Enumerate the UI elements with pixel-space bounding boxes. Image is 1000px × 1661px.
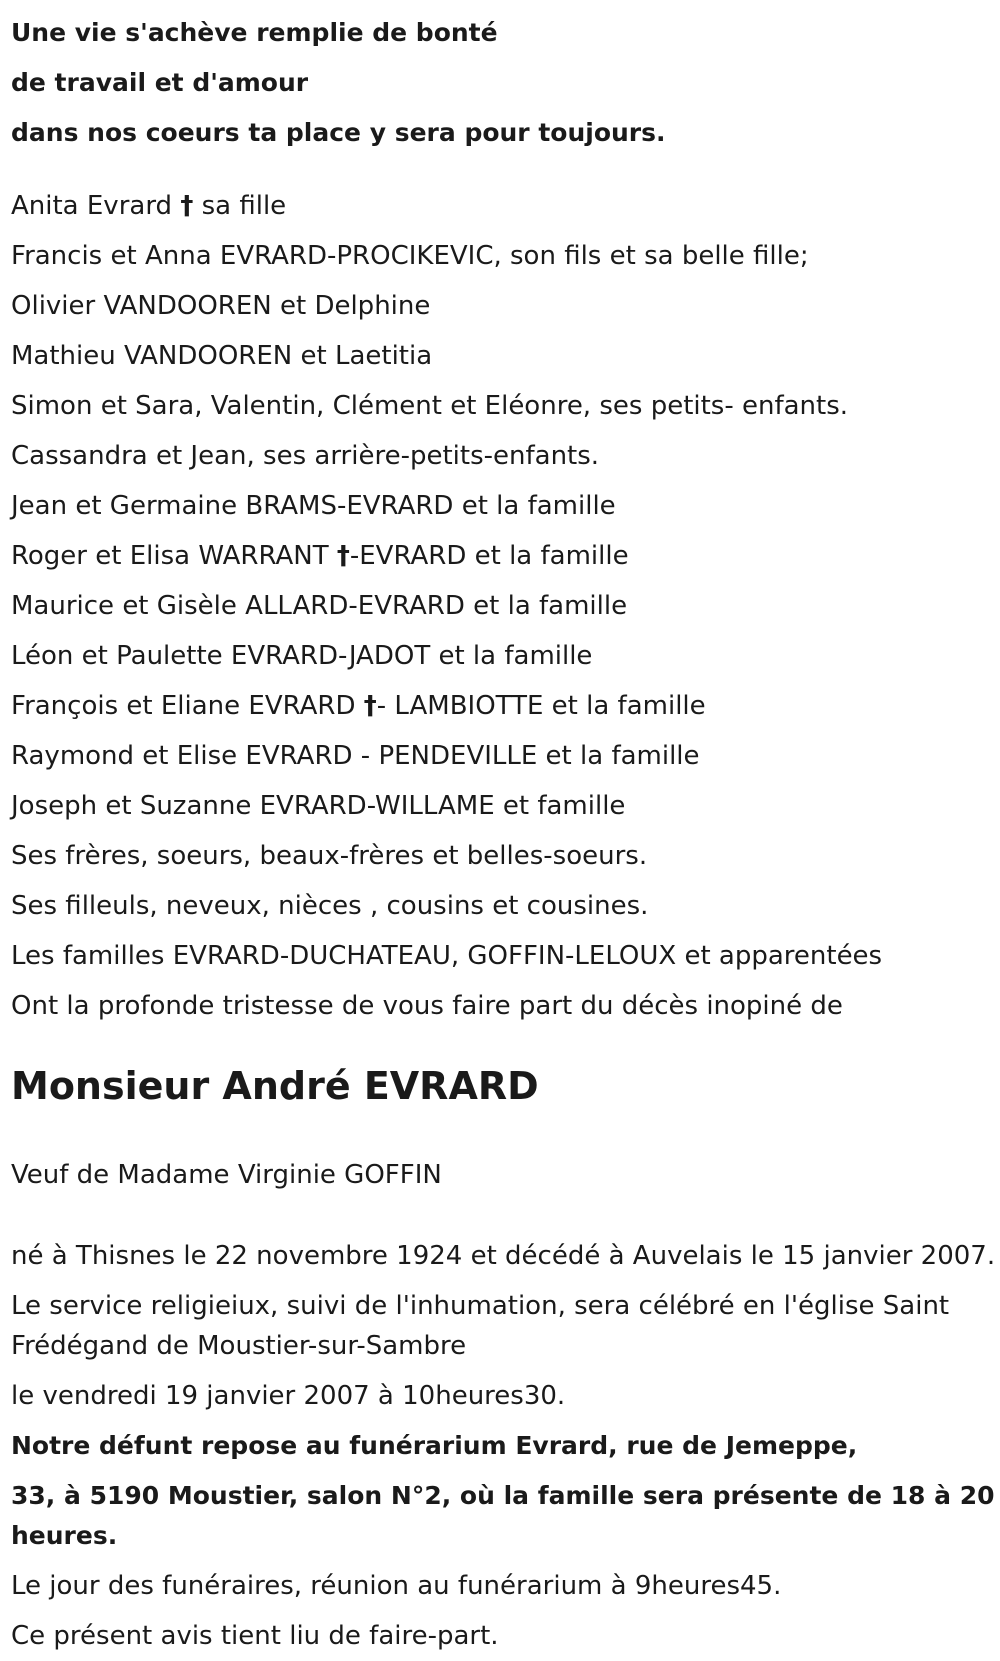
repose-line-1: Notre défunt repose au funérarium Evrard, rue de Jemeppe,: [11, 1431, 858, 1460]
widow-line: Veuf de Madame Virginie GOFFIN: [11, 1160, 442, 1190]
service-line: Le service religieiux, suivi de l'inhumation, sera célébré en l'église Saint Frédégand de Moustier-sur-Sambre: [11, 1291, 950, 1361]
announce-line: Ont la profonde tristesse de vous faire part du décès inopiné de: [11, 991, 843, 1021]
roger-suffix: -EVRARD et la famille: [349, 541, 629, 571]
deceased-name: Monsieur André EVRARD: [11, 1064, 539, 1108]
family-line-freres: Ses frères, soeurs, beaux-frères et belles-soeurs.: [11, 841, 648, 871]
intro-verse: [11, 8, 991, 158]
intro-line-1: Une vie s'achève remplie de bonté: [11, 18, 498, 47]
funeral-details: [11, 1231, 996, 1661]
family-line-maurice: Maurice et Gisèle ALLARD-EVRARD et la famille: [11, 591, 628, 621]
cross-icon: †: [336, 541, 350, 571]
family-line-familles: Les familles EVRARD-DUCHATEAU, GOFFIN-LELOUX et apparentées: [11, 941, 883, 971]
anita-name: Anita Evrard: [11, 191, 173, 221]
intro-line-2: de travail et d'amour: [11, 68, 309, 97]
notice-line: Ce présent avis tient liu de faire-part.: [11, 1621, 499, 1651]
family-line-leon: Léon et Paulette EVRARD-JADOT et la famille: [11, 641, 593, 671]
anita-suffix: sa fille: [201, 191, 287, 221]
francois-suffix: - LAMBIOTTE et la famille: [376, 691, 706, 721]
family-line-cassandra: Cassandra et Jean, ses arrière-petits-enfants.: [11, 441, 600, 471]
family-line-anita: [11, 181, 996, 231]
francois-prefix: François et Eliane EVRARD: [11, 691, 356, 721]
family-line-mathieu: Mathieu VANDOOREN et Laetitia: [11, 341, 433, 371]
family-list: [11, 181, 996, 1031]
family-line-simon: Simon et Sara, Valentin, Clément et Eléonre, ses petits- enfants.: [11, 391, 849, 421]
family-line-jean: Jean et Germaine BRAMS-EVRARD et la famille: [11, 491, 616, 521]
service-date-line: le vendredi 19 janvier 2007 à 10heures30.: [11, 1381, 566, 1411]
meeting-line: Le jour des funéraires, réunion au funérarium à 9heures45.: [11, 1571, 782, 1601]
family-line-raymond: Raymond et Elise EVRARD - PENDEVILLE et la famille: [11, 741, 700, 771]
repose-line-2: 33, à 5190 Moustier, salon N°2, où la famille sera présente de 18 à 20 heures.: [11, 1481, 995, 1550]
roger-prefix: Roger et Elisa WARRANT: [11, 541, 329, 571]
family-line-roger: [11, 531, 996, 581]
cross-icon: †: [180, 191, 194, 221]
family-line-olivier: Olivier VANDOOREN et Delphine: [11, 291, 431, 321]
cross-icon: †: [363, 691, 377, 721]
family-line-francois: [11, 681, 996, 731]
birth-death-line: né à Thisnes le 22 novembre 1924 et décédé à Auvelais le 15 janvier 2007.: [11, 1241, 996, 1271]
family-line-francis: Francis et Anna EVRARD-PROCIKEVIC, son fils et sa belle fille;: [11, 241, 809, 271]
intro-line-3: dans nos coeurs ta place y sera pour toujours.: [11, 118, 666, 147]
family-line-joseph: Joseph et Suzanne EVRARD-WILLAME et famille: [11, 791, 626, 821]
family-line-filleuls: Ses filleuls, neveux, nièces , cousins et cousines.: [11, 891, 649, 921]
